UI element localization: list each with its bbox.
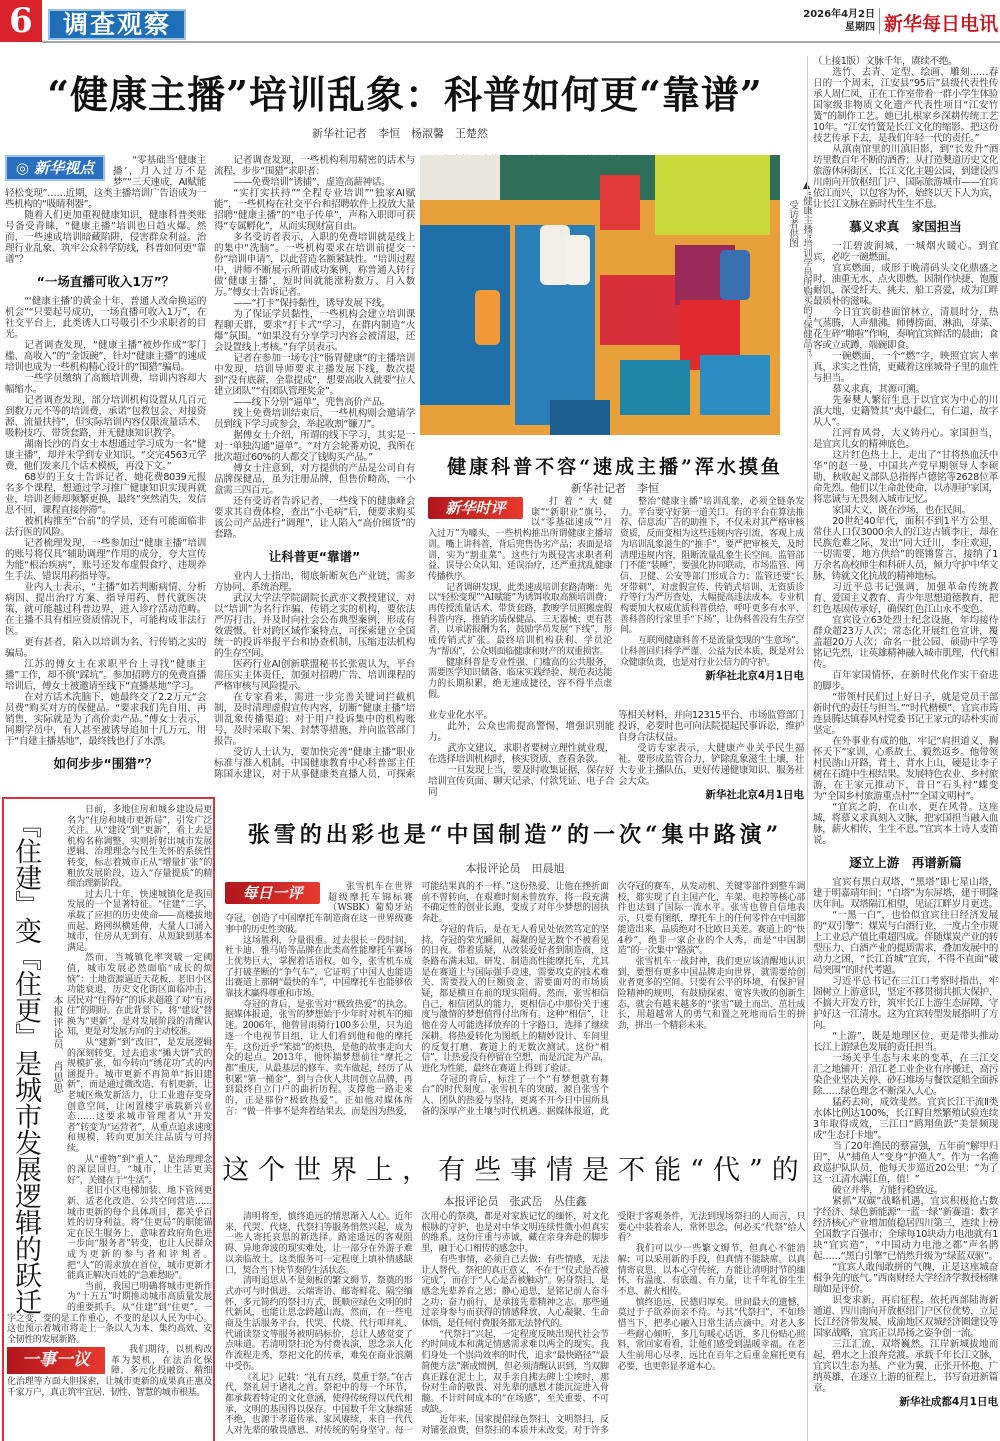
paragraph: 在对方话术洗脑下，她最终交了2.2万元“会员费”购买对方的保健品。“要求我们先自用、再销售，实际就是为了高价卖产品。”傅女士表示，同期学员中，有人甚至被诱导追加十几万元，用于“自建主播基地”，最终钱也打了水漂。 <box>5 692 206 747</box>
paragraph: “宜宾之韵，在山水，更在风骨。这座城，将慕义求真刻入文脉，把家国担当融入血脉，薪火相传，生生不息。”宜宾本土诗人麦笛说。 <box>813 802 998 846</box>
paragraph: 江河育风骨，大义铸丹心。家国担当，是宜宾儿女的精神底色。 <box>813 428 998 450</box>
paragraph: 业专业化水平。 <box>428 710 493 721</box>
paragraph: 此外，公众也需提高警惕，增强识别能力。 <box>428 721 614 743</box>
paragraph: 随着人们更加重视健康知识，健康科普类账号备受青睐，“健康主播”培训也日趋火爆。然而，一些速成培训暗藏陷阱，侵害群众利益。治理行业乱象、筑牢公众科学防线，科普如何更“靠谱”？ <box>5 210 206 265</box>
paragraph: 夺冠的背后，是在无人看见处依然笃定的坚持。夺冠的荣光瞬间，凝聚的是无数个不被看见的日夜。带着质疑，从改装爱好者到制造商，这条路布满未知。研发、制造高性能摩托车，尤其是在赛道上与国际强手竞速，需要攻克的技术难关、需要投入的巨额资金、需要面对的市场质疑，都是横亘在前的现实阻碍。然而，张雪相信自己，相信团队的能力，更相信心中那份关于速度与激情的梦想值得付出所有。这种“相信”，让他在旁人可能选择放弃的十字路口，选择了继续深耕。将热爱转化为图纸上的精妙设计、车间里的反复打磨、赛道上的无数次测试。这份“相信”，让热爱没有停留在空想，而是沉淀为产品，进化为性能，最终在赛道上得到了验证。 <box>421 924 609 1074</box>
urban-commentary-title: 『住建』变『住更』是城市发展逻辑的跃迁 <box>10 811 41 1315</box>
paragraph: 傅女士注意到，对方提供的产品是公司自有品牌保健品，虽为注册品牌，但售价畸高，一小盒需三四百元。 <box>214 463 415 496</box>
camera-icon: ◎ <box>15 159 29 177</box>
paragraph: 从“建新”到“改旧”，是发展逻辑的深刻转变。过去追求“摊大饼”式的规模扩张，如今转向“绣花功”式的内涵提升。城市更新不再简单“拆旧建新”，而是通过微改造、有机更新，让老城区焕发新活力，让工业遗存变身创意空间，让闲置楼宇承载新兴业态……这要求城市管理者从“开发者”转变为“运营者”，从重点追求速度和规模，转向更加关注品质与可持续。 <box>67 1038 212 1154</box>
main-byline: 新华社记者 李恒 杨淑馨 王楚然 <box>312 127 488 140</box>
paragraph: 这片红色热土上，走出了“甘将热血沃中华”的赵一曼、中国共产党早期领导人李硕勋、秋收起义部队总指挥卢德铭等2628位革命先烈。他们以生命赴使命，以赤胆护家国，将忠诚与无畏刻入城市记忆。 <box>813 450 998 505</box>
badge-label: 新华视点 <box>34 159 95 177</box>
paragraph: 受访人士认为，要加快完善“健康主播”职业标准与准入机制。中国健康教育中心科普部主任陈国永建议，对于从事健康类直播人员，可探索 <box>214 747 415 780</box>
paragraph: 记者调研发现，此类速成培训套路清晰：先以“轻松变现”“AI赋能”为诱饵收取高额培训费；再传授流量话术、带货套路，教唆学员照搬虚假科普内容，推销劣质保健品、三无器械；更有甚者，以承诺报酬为名，鼓励学员发展“下线”，形成传销式扩张。最终培训机构获利、学员沦为“帮凶”，公众则面临健康和财产的双重损害。 <box>428 582 612 657</box>
paragraph: 当前，我国已明确将城市更新作为“十五五”时期推动城市高质量发展的重要抓手。从“住建”到“住更”，一字之变，变的是工作重心，不变的是以人民为中心。这也预示着城市将走上一条以人为本、集约高效、安全韧性的发展新路。 <box>7 1281 212 1345</box>
paragraph: 记者梳理发现，一些参加过“健康主播”培训的账号将仅具“辅助调理”作用的成分，夸大宣传为能“根治疾病”，账号还发布虚假食疗、违规养生手法、错误用药指导等。 <box>5 538 206 582</box>
paragraph: “带领村民们过上好日子，就是党员干部新时代的责任与担当。”“时代楷模”、宜宾市筠连县腾达镇春风村党委书记王家元的话朴实而坚定。 <box>813 692 998 736</box>
paragraph: “零基础当‘健康主播’，月入过万不是梦”“三天速成，AI赋能轻松变现”……近期，这类主播培训广告语成为一些机构的“吸睛利器”。 <box>5 155 206 210</box>
issue-date <box>800 8 875 34</box>
paragraph: 记者调查发现，“健康主播”被炒作成“零门槛、高收入”的“金饭碗”，针对“健康主播”的速成培训也成为一些机构精心设计的“围猎”骗局。 <box>5 340 206 373</box>
paragraph: 线上免费培训结束后，一些机构则会邀请学员到线下学习或参会，举起收割“镰刀”。 <box>214 408 415 430</box>
paragraph: “上游”，既是地理区位，更是带头推动长江上游绿色发展的责任担当。 <box>813 1031 998 1053</box>
paragraph: 百年家国情怀，在新时代化作实干奋进的脚步。 <box>813 670 998 692</box>
paragraph: 先秦僰人繁衍生息于以宜宾为中心的川滇大地，史籍赞其“夷中最仁，有仁道，故字从人”。 <box>813 395 998 428</box>
yibin-article-body <box>813 56 998 1441</box>
zhangxue-body <box>225 882 805 1126</box>
paragraph: 记者调查发现，一些机构利用精密的话术与流程，步步“围猎”求职者： <box>214 155 415 177</box>
paragraph: 在外事业有成的他，牢记“肩担道义、胸怀天下”家训，心系故土、毅然返乡。他带领村民凿山开路，背土、背水上山，硬是让李子树在石缝中生根结果。发展特色农业、乡村旅游，在王家元推动下，昔日“石头村”蝶变为“全国乡村旅游重点村”“全国文明村”。 <box>813 736 998 802</box>
yibin-paragraphs <box>813 56 998 1394</box>
paragraph: 我们可以少一些繁文缛节，但真心不能消解；可以采用新的手段，但真情不能缺席。以真情寄哀思，以本心守传统，方能让清明时节的缅怀，有温度、有底蕴、有力量，让千年礼俗生生不息、薪火相传。 <box>617 1244 805 1297</box>
paragraph: 整治“健康主播”培训乱象，必须全链条发力。平台要守好第一道关口。有的平台在算法推荐、信息流广告的助推下，不仅未对其严格审核资质，反而变相为这些违规内容引流，客观上成为培训乱象滋生的“推手”。要严把审核关，及时清理违规内容，阻断流量乱象生长空间。监管部门不能“装睡”，要强化协同联动，市场监管、网信、卫健、公安等部门形成合力；监管还要“长牙带刺”，对虚假宣传、传销式培训、无资质诊疗等行为严厉查处，大幅提高违法成本。专业机构要加大权威优质科普供给，呼吁更多有水平、善科普的行家里手“下场”，让伪科普没有生存空间。 <box>620 497 804 636</box>
paragraph: 宜宾有黑白双塔，“黑塔”即七星山塔，建于明嘉靖年间；“白塔”为东屏塔，建于明隆庆年间。双塔隔江相望，见证江畔岁月更迭。 <box>813 877 998 910</box>
main-dateline: 新华社北京4月1日电 <box>705 789 804 801</box>
zhangxue-paragraphs <box>225 882 805 1126</box>
xinhua-commentary-badge: 新华时评 <box>428 497 523 519</box>
subheading: “一场直播可收入1万”？ <box>36 274 175 289</box>
paragraph: 医药行业AI创新联盟秘书长张震认为，平台需压实主体责任，加强对招聘广告、培训课程的严格审核与风险提示。 <box>214 659 415 692</box>
paragraph: 《礼记》记载：“礼有五经，莫重于祭。”在古代，祭礼居于诸礼之首。祭祀中的每一个环节，都承载着特定的文化意涵，使得传统得以代代相承，文明的基因得以保存。中国数千年文脉绵延不绝，也源于孝道传承、家风赓续，来自一代代人对先辈的敬畏感恩、对传统的躬身坚守。每一次用心的祭奠，都是对家族记忆的缅怀，对文化根脉的守护，也是对中华文明连续性微小但真实的维系。这份庄重与赤诚，藏在亲身奔赴的脚步里，融于心口相传的感念中。 <box>225 1212 609 1437</box>
paragraph: 业内人士表示，“主播”如若判断病情、分析病因、提出治疗方案、指导用药、替代就医决策，就可能越过科普边界，进入诊疗活动范畴。在主播不具有相应资质情况下，可能构成非法行医。 <box>5 582 206 637</box>
health-commentary-byline: 新华社记者 李恒 <box>571 482 659 495</box>
paragraph: 夺冠的背后，标注了一个“有梦想就有舞台”的时代刻度。张雪机车的突破，源自张雪个人、团队的热爱与坚持，更离不开今日中国所具备的深厚产业土壤与时代机遇。据媒体报道，此次夺冠的赛车，从发动机、关键零部件到整车调校，都实现了自主国产化，车架、电控等核心部件也达到了国际一流水平。张雪也曾自信地表示，只要有图纸，摩托车上的任何零件在中国都能造出来，品质绝对不比欧日美差。赛道上的“快4秒”，绝非一家企业的个人秀，而是“中国制造”的一次集中“路演”。 <box>421 882 805 1117</box>
paragraph: 为了保证学员黏性，一些机构会建立培训课程聊天群，要求“打卡式”学习，在群内制造“火爆”氛围。“如果没有分享学习内容会被清退，还会设置线上考核。”有学员表示。 <box>214 309 415 353</box>
paragraph: 慕义求真，其源可溯。 <box>832 384 925 395</box>
paragraph: 日前，多地住房和城乡建设局更名为“住房和城市更新局”，引发广泛关注。从“建设”到“更新”，看上去是机构名称调整，实则折射出城市发展逻辑、治理理念与民生关怀的系统性转变，标志着城市正从“增量扩张”的粗放发展阶段，迈入“存量提质”的精细治理新阶段。 <box>67 805 212 890</box>
paragraph: 业内人士指出，彻底斩断灰色产业链，需多方协同、系统治理。 <box>214 571 415 593</box>
main-article-continued-left <box>428 710 614 798</box>
paragraph: “实打实扶持”“全程专业培训”“独家AI赋能”，一些机构在社交平台和招聘软件上投放大量招聘“健康主播”的“电子传单”，声称入职即可获得“专属孵化”，从而实现财富自由。 <box>214 188 415 232</box>
paragraph: 健康科普是专业性强、门槛高的公共服务，需要医学知识储备、临床实践经验、规范表达能力的长期积累，绝无速成捷径，容不得半点虚假。 <box>428 657 612 700</box>
paragraph: 记者在参加一场专注“肠胃健康”的主播培训中发现，培训导师要求主播发展下线，数次提到“没有底薪，全靠提成”，想要高收入就要“拉人建立团队”“有团队管理奖金”。 <box>214 353 415 397</box>
health-commentary-body <box>428 497 804 709</box>
paragraph: 被机构推至“台前”的学员，还有可能面临非法行医的风险。 <box>5 516 206 538</box>
qingming-paragraphs <box>225 1212 805 1440</box>
paragraph: 选竹、去青、定型、绘画、雕刻……春日的一个周末，江安县“95后”县级代表性传承人周仁凤，正在工作室带着一群小学生体验国家级非物质文化遗产代表性项目“江安竹簧”的制作工艺。她已扎根家乡深耕传统工艺10年。“江安竹簧是长江文化的缩影。把这份技艺传承下去，是我们年轻一代的责任。” <box>813 67 998 144</box>
paragraph: 一旦发现上当，要及时收集证据，保存好培训宣传页面、聊天记录、付款凭证、电子合同 <box>428 765 614 798</box>
paragraph: 从滇南馆里的川滇旧影，到“长发升”酒坊里数百年不断的酒香；从打造僰道历史文化旅游休闲街区、长江文化主题公园，到建设四川南向开放枢纽门户、国际旅游城市——宜宾依江而兴，以包容为怀，始终以天下人为宾，让长江文脉在新时代生生不息。 <box>813 144 998 210</box>
main-article-continued-right <box>618 710 804 801</box>
paragraph: 然而，当城镇化率突破一定阈值，城市发展必然面临“成长的烦恼”：土地资源逼近天花板，老旧小区功能衰退，历史文化街区面临冲击，居民对“住得好”的诉求超越了对“有房住”的期盼。在此背景下，将“建设”替换为“更新”，是对发展阶段的清醒认知，更是对发展方向的主动校准。 <box>67 953 212 1038</box>
paragraph: “代祭扫”兴起，一定程度反映出现代社会节约时间成本和满足情感需求难以两全的现实。我们身处一个崇尚效率的时代，追求“最快路径”“最简便方法”渐成惯例，但必须清醒认识到，当双脚真正踩在泥土上，双手亲自拂去碑上尘埃时，那份对生命的敬畏、对先辈的感恩才能沉淀进入骨髓。不计时间成本的“在场感”，至关重要、不可或缺。 <box>421 1329 609 1415</box>
paragraph: 据傅女士介绍，所谓的线下学习，其实是一对一单独沟通“逼单”。“对方会轮番劝说，我所在批次超过60%的人都交了钱购买产品。” <box>214 430 415 463</box>
paragraph: “‘健康主播’的黄金十年，普通人改命换运的机会”“只要起号成功，一场直播可收入1万”，在社交平台上，此类诱人口号吸引不少求职者的目光。 <box>5 296 206 340</box>
paragraph: 当了20年渔民的蔡富强，五年前“解甲归田”，从“捕鱼人”变身“护渔人”。作为一名渔政巡护队队员，他每天步巡近20公里：“为了这一江清水满江鱼，值！” <box>813 1141 998 1185</box>
date-text: 2026年4月2日 <box>803 9 875 20</box>
health-products-photo <box>420 155 780 435</box>
subheading: 让科普更“靠谱” <box>268 549 361 564</box>
paragraph: 习近平总书记强调，加强革命传统教育、爱国主义教育、青少年思想道德教育，把红色基因传承好，确保红色江山永不变色。 <box>813 582 998 615</box>
main-tail-left <box>428 710 614 798</box>
main-tail-right <box>618 710 804 787</box>
paragraph: 一场关乎生态与未来的变革，在三江交汇之地铺开：沿江老工业企业有序搬迁、高污染企业坚决关停、砂石堆场与餐饮趸船全面拆除……绿色理念不断深入人心。 <box>813 1053 998 1097</box>
xinhua-viewpoint-badge <box>5 155 105 181</box>
paragraph: 等相关材料，并向12315平台、市场监管部门投诉，必要时也可向法院提起民事诉讼，维护自身合法权益。 <box>618 710 804 743</box>
paragraph: 这场胜利，分量很重。过去很长一段时间，杜卡迪、雅马哈等品牌在此类高性能摩托车赛场上优势巨大，掌握着话语权。如今，张雪机车成了打破垄断的“争气车”，它证明了中国人也能造出赛道上那辆“最快的车”，中国摩托车也能够依靠技术赢得尊重和市场。 <box>225 935 413 1000</box>
health-commentary-headline: 健康科普不容“速成主播”浑水摸鱼 <box>447 456 783 478</box>
paragraph: 习近平总书记在三江口考察时指出，牢固树立上游意识，坚定不移贯彻共抓大保护、不搞大开发方针，筑牢长江上游生态屏障，守护好这一江清水。这为宜宾转型发展指明了方向。 <box>813 976 998 1031</box>
paragraph: 一江碧波润城，一城烟火暖心。到宜宾，必吃一碗燃面。 <box>813 241 998 263</box>
photo-caption <box>785 180 813 430</box>
paragraph: 夺冠的背后，是张雪对“极致热爱”的执念。据媒体报道，张雪的梦想始于少年时对机车的痴迷。2006年，他曾冒雨骑行100多公里，只为追逐一个电视节目组，让人们看到他和他的摩托车。这份近乎“笨拙”的炽热，是他的故事走向大众的起点。2013年，他怀揣梦想前往“摩托之都”重庆，从最基层的修车、卖车做起，经历了从积累“第一桶金”，到与合伙人共同创立品牌，再到最终自立门户的曲折历程。支撑他一路走来的，正是那份“极致热爱”。正如他对媒体所言：“做一件事不是奔着结果去，而是因为热爱，可能结果真的不一样。”这份热爱，让他在挫折面前不曾转向，在艰难时刻未曾放弃，将一段充满不确定性的创业长跑，变成了对年少梦想的固执奔赴。 <box>225 882 609 1117</box>
paragraph: 识变求新，再启征程。依托西部陆海新通道、四川南向开放枢纽门户区位优势，立足长江经济带发展、成渝地区双城经济圈建设等国家战略，宜宾正以昂扬之姿争创一流。 <box>813 1295 998 1339</box>
paragraph: “宜宾人敢闯敢拼的气魄，正是这座城奋楫争先的底气。”西南财经大学经济学教授杨继瑞如是评价。 <box>813 1262 998 1295</box>
paragraph: 老旧小区电梯加装、地下管网更新、适老化改造、公共空间营造……城市更新的每个具体项目，都关乎百姓的切身利益。将“住更局”的职能锚定在民生服务上，意味着政府角色进一步向“服务者”转变，也让人民群众成为更新的参与者和评判者。把“人”的需求放在首位，城市更新才能真正解决百姓的“急难愁盼”。 <box>67 1186 212 1282</box>
urban-commentary-box <box>2 797 215 1441</box>
urban-commentary-body <box>7 805 212 1441</box>
health-commentary-dateline: 新华社北京4月1日电 <box>705 670 804 683</box>
paragraph: 近年来，国家提倡绿色祭扫、文明祭扫，反对铺张浪费，但祭扫的本质并未改变。对于许多受限于客观条件，无法到现场祭扫的人而言，只要心中装着亲人，常怀思念，何必买“代祭”给人看？ <box>421 1212 805 1437</box>
zhangxue-byline: 本报评论员 田晨旭 <box>465 862 565 875</box>
urban-title-area <box>7 805 67 1315</box>
paragraph: 有些事情，必须自己去做；有些情感，无法让人替代。祭祀的真正意义，不在于“仪式是否被完成”，而在于“人心是否被触动”。躬身祭扫，是感念先辈养育之恩；静心追思，是铭记前人奋斗之功；奋力前行，是承接先辈精神之志。那些通过亲身参与而获得的情感释放、人心凝聚、生命体悟，是任何付费服务都无法替代的。 <box>421 1254 609 1330</box>
paragraph: 张雪机车一战封神，我们更应该清醒地认识到，要想有更多中国品牌走向世界，就需要给创业者更多的空间。只要有公平的环境，有保护冒险精神的规则，有鼓励探索、宽容失败的创新生态，就会有越来越多的“张雪”破土而出、茁壮成长，用超越常人的勇气和置之死地而后生的拼劲，拼出一个精彩未来。 <box>617 956 805 1032</box>
paragraph: 互联网健康科普不是流量变现的“生意场”。让科普回归科学严谨、公益为民本质，既是对公众健康负责，也是对行业公信力的守护。 <box>620 636 804 668</box>
paragraph: 今日宜宾街巷面馆林立，清晨时分，热气蒸腾，人声鼎沸。师傅捞面、淋油，芽菜、花生碎“啪啦”作响，奏响宜宾鲜活的晨曲；食客或立或蹲，端碗即食。 <box>813 307 998 351</box>
paragraph: 更有甚者，陷入以培训为名、行传销之实的骗局。 <box>5 637 206 659</box>
paragraph: 破立并举，方能行稳致远。 <box>832 1185 944 1196</box>
paragraph: 68岁的王女士告诉记者，她花费8039元报名多个课程，想通过学习推广健康知识实现再就业，培训老师却频繁更换，最终“突然消失，发信息不回，课程直接停滞”。 <box>5 472 206 516</box>
qingming-byline: 本报评论员 张武岳 丛佳鑫 <box>443 1195 587 1208</box>
paragraph: 多名受访者表示，入职的免费培训就是线上的集中“洗脑”。一些机构要求在培训前提交一份“培训申请”，以此营造名额紧缺性。“培训过程中，讲师不断展示所谓成功案例，称普通人转行做‘健康主播’，短时间就能涨粉数万、月入数万。”傅女士告诉记者。 <box>214 232 415 298</box>
paragraph: 一些学员缴纳了高额培训费，培训内容却大幅缩水。 <box>5 373 206 395</box>
paragraph: 三江汇流，双塔巍然。江岸新城拔地而起，碧水之上浪奔竞渡。承载千年长江文脉，宜宾以生态为基、产业为翼，正张开怀抱、广纳英雄，在逐立上游的征程上，书写奋进新篇章。 <box>813 1339 998 1394</box>
paragraph: 猛药去疴，成效斐然。宜宾长江干流Ⅱ类水体比例达100%，长江鲟自然繁殖试验连续3年取得成效，三江口“鸥翔鱼跃”美景频现成“生态打卡地”。 <box>813 1097 998 1141</box>
paragraph: 武汉大学法学院副院长武亦文教授建议，对以“培训”为名行诈骗、传销之实的机构，要依法严厉打击，并及时向社会公布典型案例，形成有效震慑。针对跨区域作案特点，可探索建立全国统一的投诉举报平台和协查机制，压缩违法机构的生存空间。 <box>214 593 415 659</box>
paragraph: 家国大义，既在沙场，也在民间。 <box>832 505 971 516</box>
paragraph: “一黑一白”，也恰似宜宾往日经济发展的“双引擎”：煤炭与白酒行业，一度占全市规上工业总产值比重超四成。伴随煤炭产业的转型压力、白酒产业的提质需求，叠加发展中的动力之困，“长江首城”宜宾，不得不直面“破局突围”的时代考题。 <box>813 910 998 976</box>
paragraph: 一碗燃面，一个“燃”字，映照宜宾人率真、求实之性情，更藏着这座城骨子里的血性与担当。 <box>813 351 998 384</box>
page-number: 6 <box>0 0 42 42</box>
subheading: 慕义求真 家国担当 <box>849 219 962 234</box>
daily-commentary-badge: 每日一评 <box>225 882 320 904</box>
paragraph: 江苏的傅女士在求职平台上寻找“健康主播”工作，却不慎“踩坑”。参加招聘方的免费直播培训后，傅女士被邀请至线下“直播基地”学习。 <box>5 659 206 692</box>
paragraph: 还有受访者告诉记者，一些线下的健康峰会要求其自费体检，查出“小毛病”后，便要求购买该公司产品进行“调理”，让人陷入“高价囤货”的套路。 <box>214 496 415 540</box>
paragraph: 紧抓“双碳”战略机遇，宜宾积极抢占数字经济、绿色新能源“一蓝一绿”新赛道：数字经济核心产业增加值稳居四川第三，连续上榜全国数字百强市；全球每10块动力电池就有1块“宜宾造”，“中国动力电池之都”声名鹊起……“黑白引擎”已悄然升级为“绿蓝双驱”。 <box>813 1196 998 1262</box>
subheading: 如何步步“围猎”？ <box>53 756 158 771</box>
column-divider <box>807 56 808 1441</box>
paragraph: 慎终追远，民德归厚矣。世间最大的遗憾，莫过于子欲养而亲不待。与其“代祭扫”，不如珍惜当下，把孝心融入日常生活点滴中。对老人多一些耐心倾听，多几句暖心话语，多几份贴心照料，常回家看看，让他们感受到温暖幸福。在老人生前用心尽孝，远比在百年之后重金雇托更有必要，也更彰显孝道本心。 <box>617 1297 805 1372</box>
paragraph: 打着“大健康”“新职业”旗号，以“零基础速成”“月入过万”为噱头，一些机构推出所谓健康主播培训。嘴上讲科普，背后兜售伪劣产品；表面是培训，实为“割韭菜”。这些行为既侵害求职者利益、误导公众认知、延误治疗，还严重扰乱健康传播秩序。 <box>428 497 612 582</box>
urban-commentary-byline: 本报评论员 肖思思 <box>51 995 62 1094</box>
header-rule <box>42 41 1000 43</box>
paragraph: 宜宾燃面，成形于晚清码头文化鼎盛之时，油重无水、点火即燃。因制作快捷、饱腹耐饥，深受纤夫、挑夫、船工喜爱，成为江畔最质朴的滋味。 <box>813 263 998 307</box>
paragraph: 20世纪40年代，面积不到1平方公里、常住人口仅3000余人的江边古镇李庄，却在民族危难之际，发出“同大迁川，李庄欢迎，一切需要，地方供给”的铿锵誓言，接纳了1万余名高校师生和科研人员，倾力守护中华文脉，铸就文化抗战的精神地标。 <box>813 516 998 582</box>
one-issue-badge: 一事一议 <box>7 1347 105 1374</box>
paragraph: 湖南长沙的肖女士本想通过学习成为一名“健康主播”，却并未学到专业知识。“交完4563元学费，他们发来几个话术模板，再没下文。” <box>5 439 206 472</box>
main-article-body <box>5 155 415 791</box>
paragraph: 受访专家表示，大健康产业关乎民生福祉。要形成监管合力，铲除乱象滋生土壤，壮大专业主播队伍，更好传递健康知识、服务社会大众。 <box>618 743 804 787</box>
paragraph: 过去几十年，快速城镇化是我国发展的一个显著特征。“住建”二字，承载了应担的历史使命——高楼拔地而起、路网纵横延伸，大量人口涌入城市，住房从无到有、从短缺到基本满足。 <box>67 889 212 953</box>
qingming-body <box>225 1212 805 1440</box>
main-headline: “健康主播”培训乱象：科普如何更“靠谱” <box>47 72 763 117</box>
paragraph: 张雪机车在世界超级摩托车锦标赛（WSBK）葡萄牙站夺冠，创造了中国摩托车制造商在这一世界级赛事中的历史性突破。 <box>225 882 413 935</box>
masthead-divider <box>879 8 880 34</box>
weekday-text: 星期四 <box>845 22 875 33</box>
paragraph: ——“打卡”保持黏性，诱导发展下线。 <box>233 298 391 309</box>
paragraph: 清明追思从不是刻板的繁文缛节，祭奠的形式亦可与时俱进。云端寄语、邮寄鲜花、隔空缅怀，多元简约的祭扫方式，既顺应绿色文明的时代新风，也能让思念跨越山海。然而，在一些电商及生活服务平台，代哭、代烧、代行叩拜礼、代诵读祭文等服务被明码标价，总让人感觉变了点味道。若清明祭扫沦为付费表演，思念亲人化作流程走秀，祭祀文化的传承，难免在商业浪潮中受伤。 <box>225 1276 413 1372</box>
paragraph: 记者调查发现，部分培训机构设置从几百元到数万元不等的培训费，承诺“包教包会、对接资源、流量扶持”，但实际培训内容仅限流量话术、吸粉技巧、带货套路，并无健康知识教学。 <box>5 395 206 439</box>
paragraph: ——线下分别“逼单”，兜售高价产品。 <box>233 397 391 408</box>
paragraph: 清明将至，慎终追远的情思渐入人心。近年来，代哭、代烧、代祭扫等服务悄然兴起，成为一些人寄托哀思的新选择。路途遥远的客观阻碍、异地奔波的现实难处，让一部分在外游子难以亲临故土。这类服务可一定程度上填补情感缺口，契合当下快节奏的生活状态。 <box>225 1212 413 1276</box>
paragraph: 在专家看来，需进一步完善关键词拦截机制，及时清理虚假宣传内容，切断“健康主播”培训乱象传播渠道；对于用户投诉集中的机构账号，及时采取下架、封禁等措施，并向监管部门报告。 <box>214 692 415 747</box>
photo-credit: 受访者供图 <box>787 200 798 248</box>
paragraph: 我们期待，以机构改革为契机，在法治化保障、多元化投融资、精细化治理等方面大胆探索，让城市更新的成果真正惠及千家万户，真正筑牢宜居、韧性、智慧的城市根基。 <box>7 1345 212 1398</box>
section-label: 调查观察 <box>48 9 186 40</box>
subheading: 逐立上游 再谱新篇 <box>849 855 962 870</box>
paragraph: 宜宾设立63处烈士纪念设施，年均接待群众超23万人次；常态化开展红色宣讲，覆盖超20万人次；命名一批公园、硕勋中学等铭记先烈，让英雄精神融入城市肌理，代代相传。 <box>813 615 998 670</box>
qingming-headline: 这个世界上，有些事情是不能“代”的 <box>222 1155 808 1186</box>
zhangxue-headline: 张雪的出彩也是“中国制造”的一次“集中路演” <box>247 822 783 848</box>
yibin-dateline: 新华社成都4月1日电 <box>899 1396 998 1408</box>
paragraph: 从“重物”到“重人”，是治理理念的深层回归。“城市，让生活更美好”，关键在于“生活”。 <box>67 1154 212 1186</box>
paragraph: ——免费培训“诱捕”，虚造高薪神话。 <box>233 177 391 188</box>
masthead-logo: 新华每日电讯 <box>884 13 999 35</box>
paragraph: （上接1版）文脉千年，赓续不绝。 <box>813 56 958 67</box>
paragraph: 武亦文建议，求职者要树立理性就业观，在选择培训机构时，核实资质、查看条款。 <box>428 743 614 765</box>
